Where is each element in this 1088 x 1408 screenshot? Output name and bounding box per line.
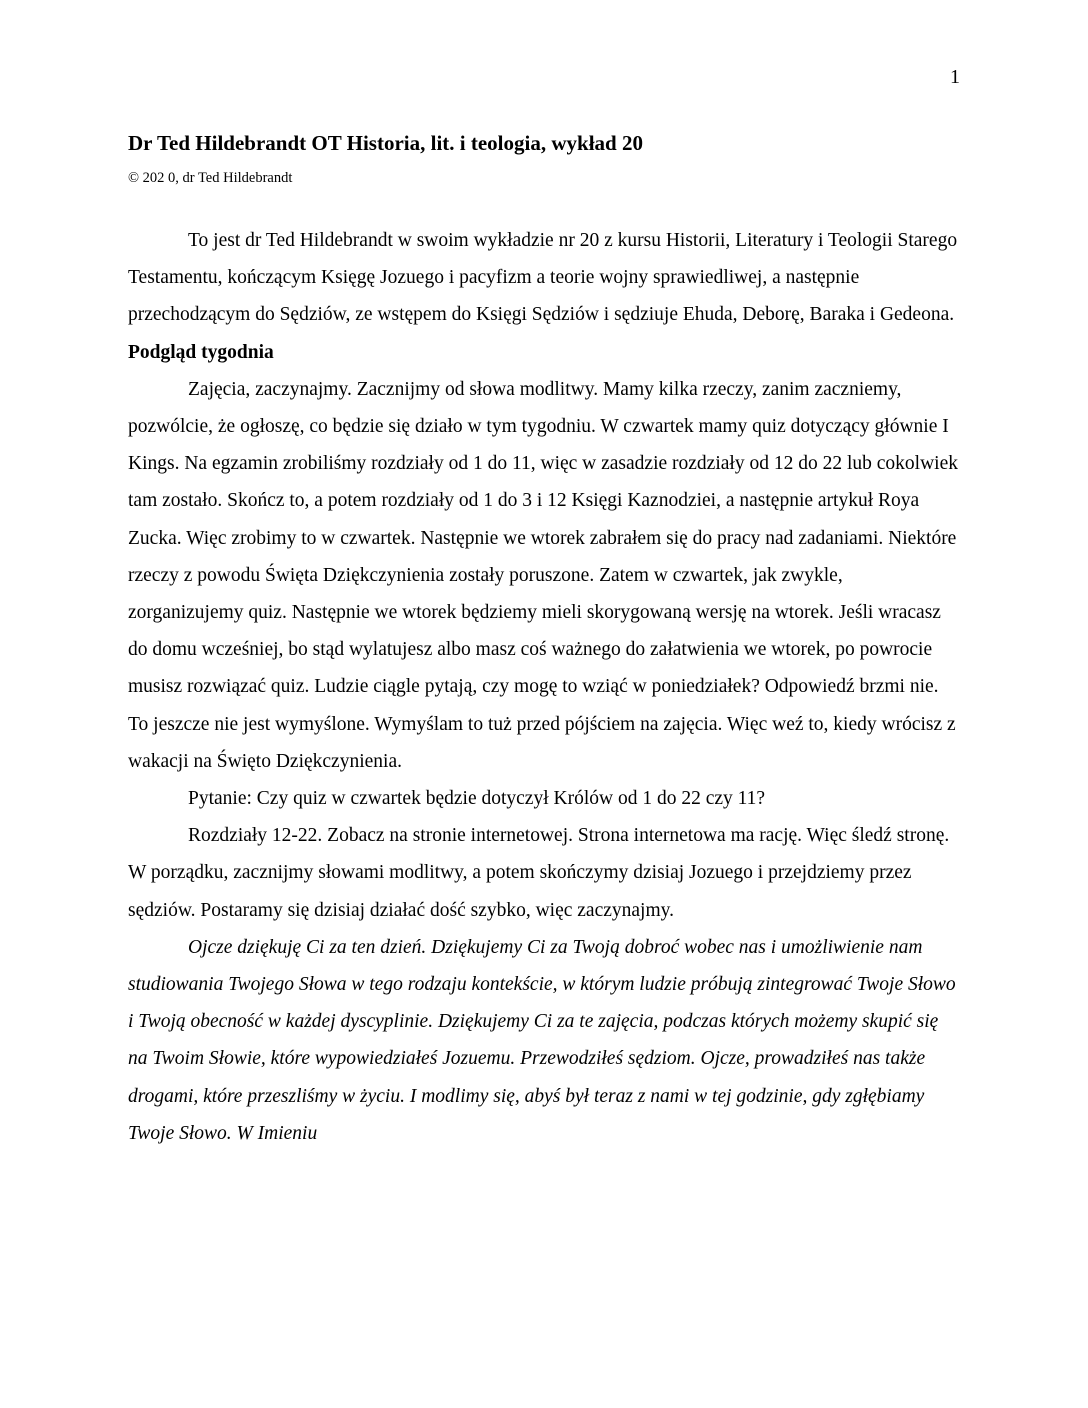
intro-paragraph: To jest dr Ted Hildebrandt w swoim wykładzie nr 20 z kursu Historii, Literatury i Teologii Starego Testamentu, kończącym Księgę Jozuego i pacyfizm a teorie wojny sprawiedliwej, a następnie przechodzącym do Sędziów, ze wstępem do Księgi Sędziów i sędziuje Ehuda, Deborę, Baraka i Gedeona. — [128, 230, 958, 326]
page-number: 1 — [950, 66, 960, 88]
body-paragraph: Rozdziały 12-22. Zobacz na stronie internetowej. Strona internetowa ma rację. Więc śledź stronę. W porządku, zacznijmy słowami modlitwy, a potem skończymy dzisiaj Jozuego i przejdziemy przez sędziów. Postaramy się dzisiaj działać dość szybko, więc zaczynajmy. — [128, 825, 950, 921]
prayer-paragraph: Ojcze dziękuję Ci za ten dzień. Dziękujemy Ci za Twoją dobroć wobec nas i umożliwienie nam studiowania Twojego Słowa w tego rodzaju kontekście, w którym ludzie próbują zintegrować Twoje Słowo i Twoją obecność w każdej dyscyplinie. Dziękujemy Ci za te zajęcia, podczas których możemy skupić się na Twoim Słowie, które wypowiedziałeś Jozuemu. Przewodziłeś sędziom. Ojcze, prowadziłeś nas także drogami, które przeszliśmy w życiu. I modlimy się, abyś był teraz z nami w tej godzinie, gdy zgłębiamy Twoje Słowo. W Imieniu — [128, 936, 956, 1144]
document-title: Dr Ted Hildebrandt OT Historia, lit. i teologia, wykład 20 — [128, 131, 643, 155]
copyright-line: © 202 0, dr Ted Hildebrandt — [128, 170, 293, 186]
question-paragraph: Pytanie: Czy quiz w czwartek będzie dotyczył Królów od 1 do 22 czy 11? — [188, 788, 766, 810]
body-paragraph: Zajęcia, zaczynajmy. Zacznijmy od słowa modlitwy. Mamy kilka rzeczy, zanim zaczniemy, pozwólcie, że ogłoszę, co będzie się działo w tym tygodniu. W czwartek mamy quiz dotyczący głównie I Kings. Na egzamin zrobiliśmy rozdziały od 1 do 11, więc w zasadzie rozdziały od 12 do 22 lub cokolwiek tam zostało. Skończ to, a potem rozdziały od 1 do 3 i 12 Księgi Kaznodziei, a następnie artykuł Roya Zucka. Więc zrobimy to w czwartek. Następnie we wtorek zabrałem się do pracy nad zadaniami. Niektóre rzeczy z powodu Święta Dziękczynienia zostały poruszone. Zatem w czwartek, jak zwykle, zorganizujemy quiz. Następnie we wtorek będziemy mieli skorygowaną wersję na wtorek. Jeśli wracasz do domu wcześniej, bo stąd wylatujesz albo masz coś ważnego do załatwienia we wtorek, po powrocie musisz rozwiązać quiz. Ludzie ciągle pytają, czy mogę to wziąć w poniedziałek? Odpowiedź brzmi nie. To jeszcze nie jest wymyślone. Wymyślam to tuż przed pójściem na zajęcia. Więc weź to, kiedy wrócisz z wakacji na Święto Dziękczynienia. — [128, 378, 958, 772]
document-body — [128, 126, 960, 1152]
section-heading: Podgląd tygodnia — [128, 341, 274, 363]
